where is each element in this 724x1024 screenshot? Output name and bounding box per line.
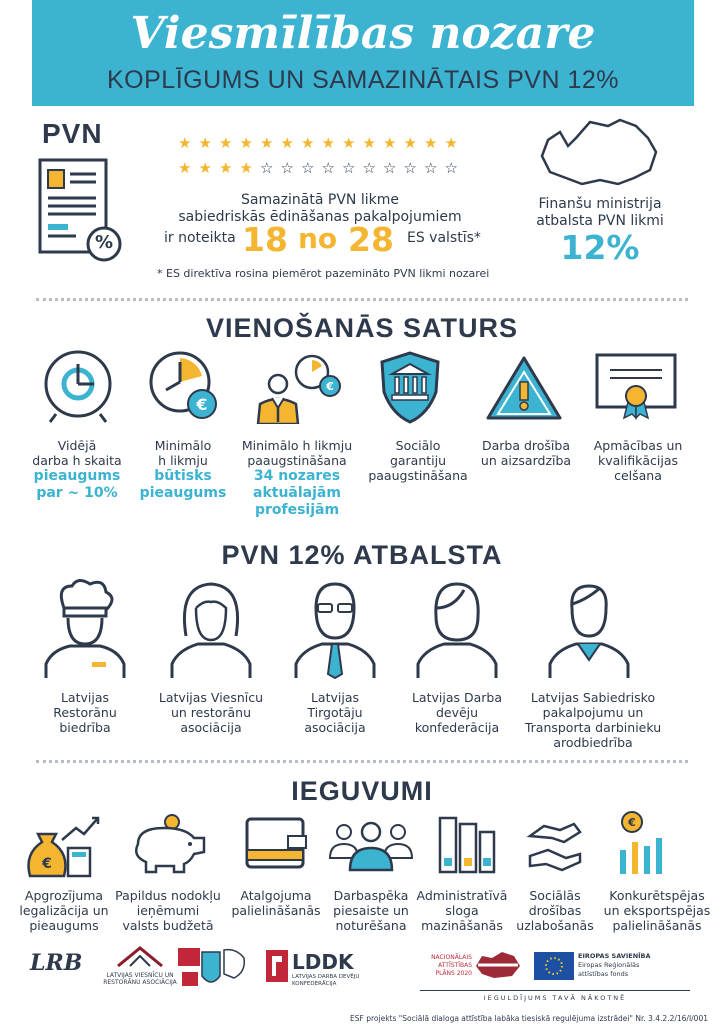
- pvn-text-line1: Samazinātā PVN likme: [241, 192, 399, 208]
- latvia-map-icon: [538, 118, 660, 190]
- benefit-caption-line: sloga: [445, 903, 479, 918]
- star-filled-icon: ★: [424, 134, 438, 152]
- benefit-caption-line: drošības: [528, 903, 582, 918]
- businessman-icon: [292, 578, 378, 680]
- star-outline-icon: ☆: [383, 159, 397, 177]
- caption-highlight: 34 nozares: [253, 468, 341, 484]
- benefit-caption-line: piesaiste un: [333, 903, 409, 918]
- svg-text:€: €: [628, 816, 636, 829]
- money-bag-icon: [22, 814, 104, 878]
- supporter-caption-line: devēju: [435, 705, 479, 720]
- page-subtitle: KOPLĪGUMS UN SAMAZINĀTAIS PVN 12%: [107, 66, 619, 94]
- lddk-logo-mark: [266, 950, 288, 982]
- star-filled-icon: ★: [260, 134, 274, 152]
- header-banner: [32, 0, 694, 106]
- footer-slogan: IEGULDĪJUMS TAVĀ NĀKOTNĒ: [483, 994, 627, 1002]
- caption-line: Apmācības un: [593, 438, 683, 453]
- page-title: Viesmīlības nozare: [130, 8, 596, 59]
- clock-euro-icon: [148, 350, 218, 420]
- caption-line: Sociālo: [395, 438, 441, 453]
- supporter-caption-line: Restorānu: [53, 705, 117, 720]
- eu-countries-stars: [178, 136, 468, 180]
- benefit-wages: [224, 888, 328, 918]
- star-filled-icon: ★: [342, 134, 356, 152]
- svg-text:€: €: [326, 380, 334, 393]
- supporter-caption-line: asociācija: [304, 720, 366, 735]
- agreement-item-min-rates: [124, 438, 242, 502]
- binders-icon: [436, 814, 498, 874]
- star-filled-icon: ★: [219, 159, 233, 177]
- star-filled-icon: ★: [383, 134, 397, 152]
- benefit-turnover: [10, 888, 118, 933]
- agreement-item-work-safety: [466, 438, 586, 468]
- caption-line: un aizsardzība: [480, 453, 572, 468]
- certificate-icon: [594, 352, 678, 420]
- supporter-caption-line: biedrība: [59, 720, 111, 735]
- pvn-text-post: ES valstīs*: [407, 230, 481, 246]
- lvra-logo-mark: [114, 944, 166, 970]
- footer-rule: [420, 990, 690, 991]
- caption-highlight: pieaugums: [139, 485, 227, 501]
- benefit-caption-line: valsts budžetā: [122, 918, 214, 933]
- star-outline-icon: ☆: [362, 159, 376, 177]
- star-filled-icon: ★: [239, 159, 253, 177]
- benefit-caption-line: un eksportspējas: [603, 903, 711, 918]
- caption-line: Minimālo h likmju: [241, 438, 353, 453]
- nap-logo-text: [412, 954, 472, 978]
- benefit-caption-line: Konkurētspējas: [609, 888, 705, 903]
- footer-project-text: ESF projekts "Sociālā dialoga attīstība labāka tiesiskā regulējuma izstrādei" Nr. 3.4.2.2/16/I/001: [350, 1014, 708, 1023]
- piggy-bank-icon: [124, 814, 214, 874]
- team-icon: [326, 818, 416, 872]
- supporter-caption-line: Latvijas: [60, 690, 110, 705]
- supporter-hotel-restaurant-association: [146, 690, 276, 735]
- eu-line2: Eiropas Reģionālās: [578, 961, 640, 969]
- warning-icon: [484, 354, 564, 422]
- star-filled-icon: ★: [178, 134, 192, 152]
- caption-highlight: pieaugums: [33, 468, 121, 484]
- big-number-28: 28: [348, 220, 394, 259]
- caption-highlight: profesijām: [254, 502, 340, 518]
- benefit-caption-line: ieņēmumi: [136, 903, 200, 918]
- agreement-item-training: [576, 438, 700, 483]
- agreement-heading: VIENOŠANĀS SATURS: [205, 313, 519, 343]
- benefit-caption-line: Apgrozījuma: [24, 888, 104, 903]
- svg-text:€: €: [42, 856, 52, 872]
- benefit-caption-line: noturēšana: [335, 918, 407, 933]
- eu-line1: EIROPAS SAVIENĪBA: [578, 952, 651, 960]
- benefit-competitiveness: [598, 888, 716, 933]
- benefit-caption-line: Darbaspēka: [333, 888, 409, 903]
- caption-line: Vidējā: [57, 438, 97, 453]
- supporters-heading: PVN 12% ATBALSTA: [221, 540, 503, 570]
- benefits-heading: IEGUVUMI: [291, 776, 433, 806]
- supporter-caption-line: arodbiedrība: [553, 735, 633, 750]
- caption-line: darba h skaita: [32, 453, 122, 468]
- supporter-caption-line: Latvijas: [310, 690, 360, 705]
- benefit-tax-revenue: [112, 888, 224, 933]
- caption-line: paaugstināšana: [247, 453, 347, 468]
- caption-line: paaugstināšana: [368, 468, 468, 483]
- nap-line1: NACIONĀLAIS: [431, 954, 472, 961]
- star-filled-icon: ★: [178, 159, 192, 177]
- caption-line: garantiju: [389, 453, 447, 468]
- ministry-line2: atbalsta PVN likmi: [536, 213, 664, 229]
- benefit-admin-burden: [410, 888, 514, 933]
- benefit-caption-line: Papildus nodokļu: [115, 888, 221, 903]
- caption-line: kvalifikācijas: [597, 453, 678, 468]
- big-number-18: 18: [242, 220, 288, 259]
- star-outline-icon: ☆: [424, 159, 438, 177]
- percent-badge: %: [94, 232, 114, 253]
- divider: [36, 298, 688, 301]
- man-icon: [546, 578, 632, 680]
- supporter-caption-line: Latvijas Sabiedrisko: [530, 690, 656, 705]
- caption-line: Minimālo: [154, 438, 212, 453]
- star-outline-icon: ☆: [342, 159, 356, 177]
- svg-text:€: €: [196, 395, 208, 414]
- supporter-caption-line: pakalpojumu un: [542, 705, 644, 720]
- star-outline-icon: ☆: [321, 159, 335, 177]
- caption-highlight: aktuālajām: [253, 485, 341, 501]
- pvn-rate-text: [160, 192, 480, 226]
- wallet-icon: [244, 816, 308, 872]
- lddk-logo-subtitle: LATVIJAS DARBA DEVĒJU KONFEDERĀCIJA: [292, 974, 360, 987]
- clock-icon: [42, 348, 114, 424]
- star-filled-icon: ★: [239, 134, 253, 152]
- footer-project: [348, 1006, 708, 1024]
- benefit-caption-line: palielināšanās: [231, 903, 321, 918]
- caption-line: h likmju: [158, 453, 208, 468]
- nap-line2: ATTĪSTĪBAS: [438, 962, 472, 969]
- star-filled-icon: ★: [301, 134, 315, 152]
- benefit-caption-line: legalizācija un: [19, 903, 109, 918]
- star-filled-icon: ★: [280, 134, 294, 152]
- supporter-traders-association: [270, 690, 400, 735]
- star-filled-icon: ★: [219, 134, 233, 152]
- supporter-employers-confederation: [392, 690, 522, 735]
- big-no: no: [298, 222, 338, 255]
- benefit-caption-line: Sociālās: [529, 888, 581, 903]
- benefit-workforce: [322, 888, 420, 933]
- benefit-caption-line: mazināšanās: [421, 918, 503, 933]
- star-outline-icon: ☆: [280, 159, 294, 177]
- person-icon: [414, 578, 500, 680]
- star-outline-icon: ☆: [301, 159, 315, 177]
- bar-chart-euro-icon: [610, 810, 672, 876]
- eu-flag-icon: [534, 952, 574, 980]
- supporter-caption-line: Latvijas Darba: [411, 690, 503, 705]
- ministry-text: [520, 196, 680, 230]
- worker-clocks-icon: [252, 352, 342, 424]
- benefit-caption-line: palielināšanās: [612, 918, 702, 933]
- supporter-trade-union: [518, 690, 668, 750]
- nap-line3: PLĀNS 2020: [435, 970, 472, 977]
- lrb-logo: LRB: [30, 950, 83, 976]
- ministry-line1: Finanšu ministrija: [538, 196, 662, 212]
- star-outline-icon: ☆: [444, 159, 458, 177]
- latvia-flag-map-icon: [474, 950, 522, 980]
- coat-of-arms-logo: [176, 946, 248, 992]
- supporter-caption-line: Transporta darbinieku: [524, 720, 662, 735]
- pvn-label: PVN: [42, 118, 103, 149]
- benefit-caption-line: uzlabošanās: [516, 918, 594, 933]
- caption-highlight: būtisks: [154, 468, 212, 484]
- star-outline-icon: ☆: [260, 159, 274, 177]
- lddk-logo-title: LDDK: [292, 950, 354, 974]
- chef-icon: [42, 578, 128, 680]
- star-filled-icon: ★: [198, 134, 212, 152]
- divider: [36, 760, 688, 763]
- benefit-caption-line: Atalgojuma: [240, 888, 312, 903]
- caption-line: celšana: [614, 468, 662, 483]
- caption-highlight: par ~ 10%: [36, 485, 118, 501]
- agreement-item-social-guarantees: [358, 438, 478, 483]
- lvra-logo-text: LATVIJAS VIESNĪCU UN RESTORĀNU ASOCIĀCIJA: [103, 972, 177, 986]
- eu-logo-text: [578, 952, 698, 979]
- handshake-icon: [526, 818, 584, 874]
- ministry-rate: 12%: [560, 228, 640, 267]
- agreement-item-rate-increase: [226, 438, 368, 519]
- woman-icon: [168, 578, 254, 680]
- star-filled-icon: ★: [362, 134, 376, 152]
- pvn-text-line2: sabiedriskās ēdināšanas pakalpojumiem: [178, 209, 462, 225]
- benefit-caption-line: Administratīvā: [416, 888, 508, 903]
- pvn-big-stat: [164, 220, 514, 266]
- supporter-caption-line: asociācija: [180, 720, 242, 735]
- supporter-caption-line: Latvijas Viesnīcu: [158, 690, 264, 705]
- supporter-restaurant-association: [20, 690, 150, 735]
- agreement-item-work-hours: [18, 438, 136, 502]
- star-filled-icon: ★: [321, 134, 335, 152]
- shield-bank-icon: [378, 350, 442, 426]
- star-filled-icon: ★: [403, 134, 417, 152]
- star-outline-icon: ☆: [403, 159, 417, 177]
- benefit-social-security: [506, 888, 604, 933]
- star-filled-icon: ★: [444, 134, 458, 152]
- supporter-caption-line: Tirgotāju: [307, 705, 363, 720]
- pvn-footnote: * ES direktīva rosina piemērot pazemināto PVN likmi nozarei: [157, 267, 490, 280]
- supporter-caption-line: un restorānu: [170, 705, 252, 720]
- caption-line: Darba drošība: [481, 438, 571, 453]
- eu-line3: attīstības fonds: [578, 970, 629, 978]
- supporter-caption-line: konfederācija: [414, 720, 500, 735]
- pvn-text-pre: ir noteikta: [164, 230, 236, 246]
- benefit-caption-line: pieaugums: [29, 918, 99, 933]
- star-filled-icon: ★: [198, 159, 212, 177]
